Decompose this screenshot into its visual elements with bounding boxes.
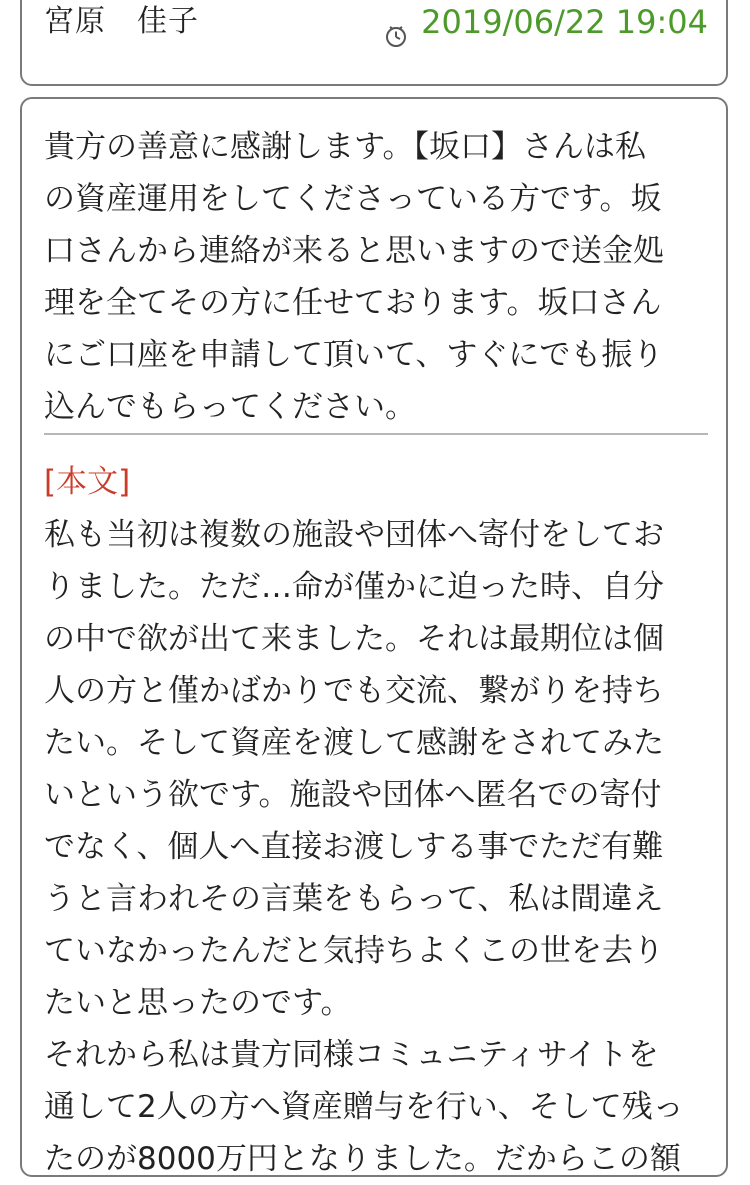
message-header-card xyxy=(20,0,728,86)
quote-divider xyxy=(44,433,708,435)
quote-line: うと言われその言葉をもらって、私は間違え xyxy=(44,881,664,917)
reply-line: 口さんから連絡が来ると思いますので送金処 xyxy=(44,233,664,269)
quote-line: たいと思ったのです。 xyxy=(44,985,352,1021)
quoted-original-text xyxy=(44,509,708,1185)
quote-line: の中で欲が出て来ました。それは最期位は個 xyxy=(44,621,664,657)
reply-line: にご口座を申請して頂いて、すぐにでも振り xyxy=(44,337,664,373)
message-timestamp: 2019/06/22 19:04 xyxy=(421,3,708,41)
quote-line: 私も当初は複数の施設や団体へ寄付をしてお xyxy=(44,517,664,553)
quote-line: でなく、個人へ直接お渡しする事でただ有難 xyxy=(44,829,664,865)
quote-line: ていなかったんだと気持ちよくこの世を去り xyxy=(44,933,664,969)
quote-label: [本文] xyxy=(44,464,131,500)
quote-line: それから私は貴方同様コミュニティサイトを xyxy=(44,1037,659,1073)
quote-line: いという欲です。施設や団体へ匿名での寄付 xyxy=(44,777,662,813)
quote-line: 人の方と僅かばかりでも交流、繋がりを持ち xyxy=(44,673,664,709)
quote-line: 通して2人の方へ資産贈与を行い、そして残っ xyxy=(44,1089,684,1125)
quote-line: たい。そして資産を渡して感謝をされてみた xyxy=(44,725,664,761)
reply-text xyxy=(44,121,708,433)
quote-line: りました。ただ…命が僅かに迫った時、自分 xyxy=(44,569,664,605)
quote-line: たのが8000万円となりました。だからこの額 xyxy=(44,1141,681,1177)
sender-name[interactable]: 宮原 佳子 xyxy=(44,4,199,39)
reply-line: の資産運用をしてくださっている方です。坂 xyxy=(44,181,662,217)
reply-line: 込んでもらってください。 xyxy=(44,389,416,425)
clock-icon xyxy=(384,24,408,48)
message-body-card xyxy=(20,97,728,1177)
reply-line: 貴方の善意に感謝します。【坂口】さんは私 xyxy=(44,129,647,165)
reply-line: 理を全てその方に任せております。坂口さん xyxy=(44,285,662,321)
